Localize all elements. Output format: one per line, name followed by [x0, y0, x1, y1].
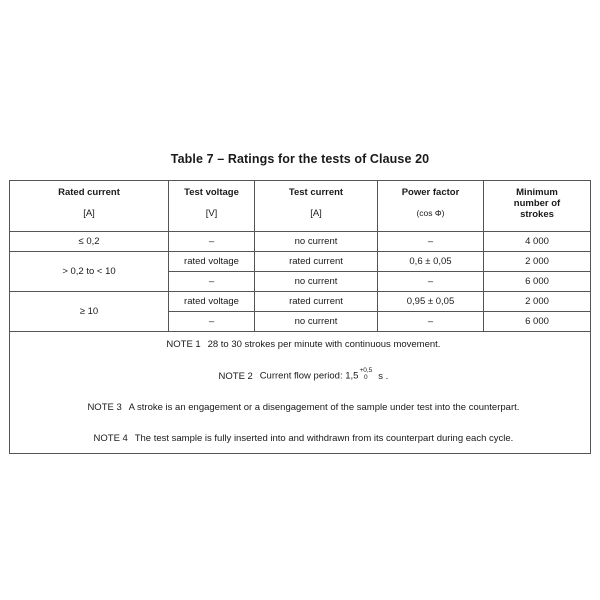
note-text: The test sample is fully inserted into and withdrawn from its counterpart during each cycle. [134, 433, 514, 444]
header-test-voltage [169, 181, 255, 232]
cell-power-factor: – [378, 232, 484, 252]
header-test-current [255, 181, 378, 232]
header-min-strokes-line2: number of [513, 198, 561, 209]
note-text: Current flow period: 1,5 [259, 370, 359, 382]
header-min-strokes-line1: Minimum [516, 187, 558, 198]
note-3 [10, 401, 590, 414]
header-test-current-unit: [A] [310, 208, 322, 219]
cell-power-factor: – [378, 312, 484, 332]
tolerance [359, 367, 372, 381]
tolerance-lower: 0 [364, 374, 368, 381]
note-label: NOTE 2 [218, 370, 253, 382]
note-unit: s . [378, 370, 389, 382]
cell-strokes: 2 000 [484, 292, 591, 312]
notes-list [10, 332, 590, 453]
note-text: A stroke is an engagement or a disengagement of the sample under test into the counterpart. [128, 402, 520, 413]
table-row [10, 252, 591, 272]
header-power-factor [378, 181, 484, 232]
header-power-factor-label: Power factor [401, 187, 460, 198]
note-4 [10, 432, 590, 445]
note-text: 28 to 30 strokes per minute with continuous movement. [207, 339, 441, 350]
note-label: NOTE 3 [87, 402, 122, 413]
cell-test-current: no current [255, 312, 378, 332]
cell-strokes: 6 000 [484, 312, 591, 332]
cell-rated-current: ≤ 0,2 [10, 232, 169, 252]
cell-test-voltage: – [169, 272, 255, 292]
cell-test-voltage: rated voltage [169, 252, 255, 272]
cell-rated-current: > 0,2 to < 10 [10, 252, 169, 292]
notes-cell [10, 332, 591, 454]
header-rated-current [10, 181, 169, 232]
table-row [10, 232, 591, 252]
table-header-row [10, 181, 591, 232]
cell-strokes: 4 000 [484, 232, 591, 252]
cell-test-voltage: rated voltage [169, 292, 255, 312]
note-label: NOTE 1 [166, 339, 201, 350]
tolerance-upper: +0,5 [359, 367, 373, 374]
notes-row [10, 332, 591, 454]
ratings-table [9, 180, 591, 454]
table-row [10, 292, 591, 312]
cell-power-factor: 0,95 ± 0,05 [378, 292, 484, 312]
header-test-voltage-label: Test voltage [184, 187, 239, 198]
cell-test-voltage: – [169, 312, 255, 332]
header-power-factor-unit: (cos Φ) [416, 208, 445, 218]
cell-strokes: 6 000 [484, 272, 591, 292]
cell-test-voltage: – [169, 232, 255, 252]
cell-test-current: no current [255, 232, 378, 252]
cell-power-factor: 0,6 ± 0,05 [378, 252, 484, 272]
cell-test-current: rated current [255, 292, 378, 312]
note-2 [10, 369, 590, 383]
cell-test-current: rated current [255, 252, 378, 272]
note-label: NOTE 4 [93, 433, 128, 444]
header-rated-current-unit: [A] [83, 208, 95, 219]
header-min-strokes [484, 181, 591, 232]
table-title: Table 7 – Ratings for the tests of Clause 20 [170, 152, 430, 166]
cell-power-factor: – [378, 272, 484, 292]
header-test-voltage-unit: [V] [205, 208, 218, 219]
cell-strokes: 2 000 [484, 252, 591, 272]
cell-test-current: no current [255, 272, 378, 292]
note-1 [10, 338, 590, 351]
cell-rated-current: ≥ 10 [10, 292, 169, 332]
header-rated-current-label: Rated current [58, 187, 120, 198]
header-test-current-label: Test current [288, 187, 344, 198]
header-min-strokes-line3: strokes [520, 209, 554, 220]
